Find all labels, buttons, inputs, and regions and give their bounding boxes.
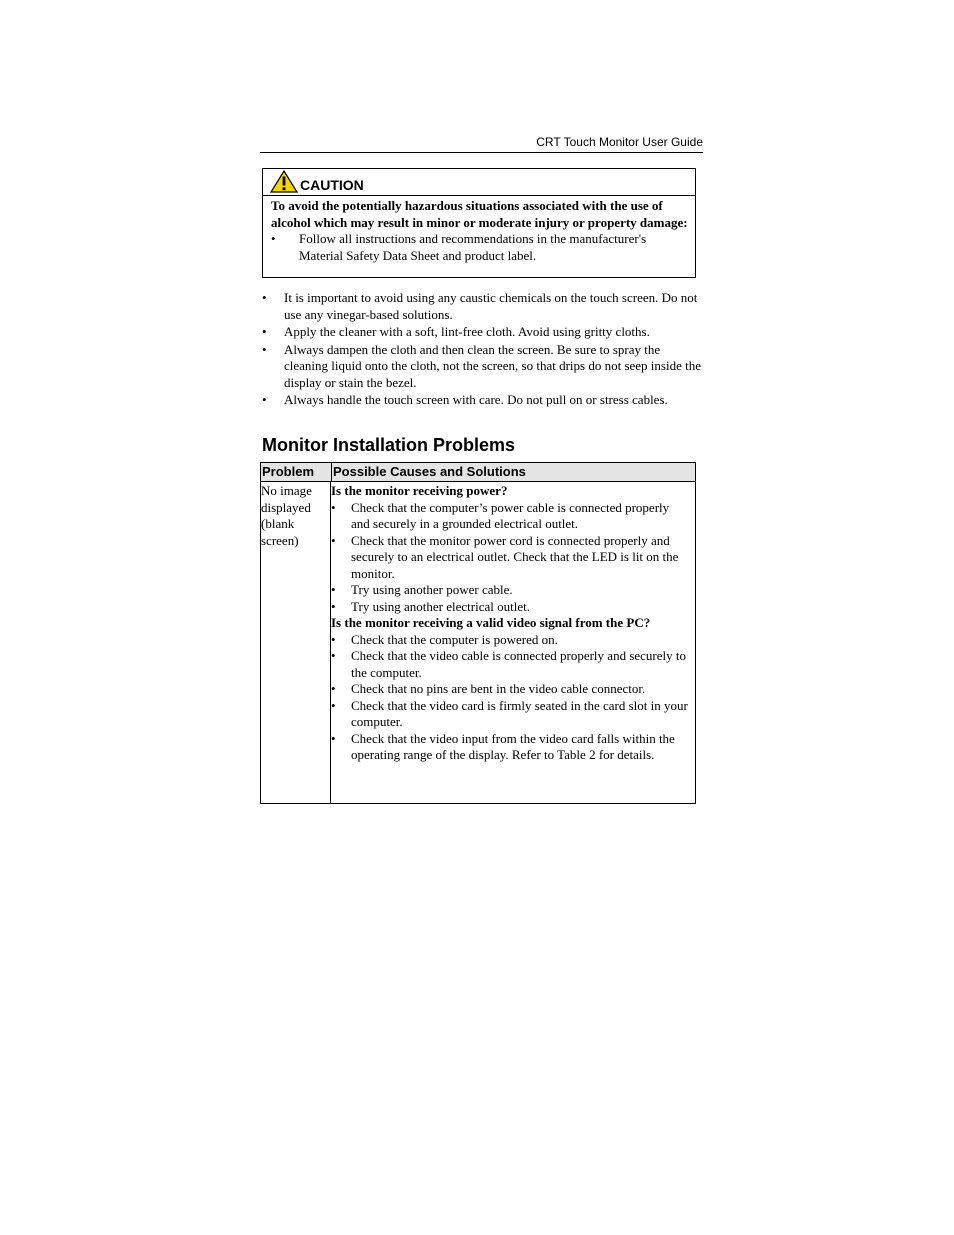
table-row [261, 482, 695, 803]
cleaning-tips-list [262, 290, 702, 410]
solution-item: • Try using another power cable. [331, 582, 695, 599]
caution-bullet: • Follow all instructions and recommendations in the manufacturer's Material Safety Data Sheet and product label. [271, 231, 689, 264]
solution-item: • Check that the computer’s power cable is connected properly and securely in a grounded electrical outlet. [331, 500, 695, 533]
question-heading: Is the monitor receiving a valid video signal from the PC? [331, 615, 651, 630]
list-item: • Always handle the touch screen with care. Do not pull on or stress cables. [262, 392, 702, 409]
problem-cell: No image displayed (blank screen) [261, 482, 331, 803]
solution-item: • Check that no pins are bent in the video cable connector. [331, 681, 695, 698]
caution-title: CAUTION [300, 177, 364, 193]
list-item: • Always dampen the cloth and then clean the screen. Be sure to spray the cleaning liquid onto the cloth, not the screen, so that drips do not seep inside the display or stain the bezel. [262, 342, 702, 392]
solution-item: • Check that the computer is powered on. [331, 632, 695, 649]
list-item: • Apply the cleaner with a soft, lint-free cloth. Avoid using gritty cloths. [262, 324, 702, 341]
solution-item: • Try using another electrical outlet. [331, 599, 695, 616]
solution-item: • Check that the video input from the video card falls within the operating range of the display. Refer to Table 2 for details. [331, 731, 695, 764]
solution-item: • Check that the monitor power cord is connected properly and securely to an electrical outlet. Check that the LED is lit on the monitor. [331, 533, 695, 583]
caution-warning: To avoid the potentially hazardous situations associated with the use of alcohol which may result in minor or moderate injury or property damage: [271, 198, 688, 230]
solutions-cell [331, 482, 695, 803]
solution-item: • Check that the video cable is connected properly and securely to the computer. [331, 648, 695, 681]
table-header-solutions: Possible Causes and Solutions [333, 464, 526, 479]
list-item: • It is important to avoid using any caustic chemicals on the touch screen. Do not use any vinegar-based solutions. [262, 290, 702, 323]
problems-table [260, 462, 696, 804]
caution-body [263, 196, 695, 264]
question-heading: Is the monitor receiving power? [331, 483, 508, 498]
section-title: Monitor Installation Problems [262, 435, 516, 455]
caution-box [262, 168, 696, 278]
page-header: CRT Touch Monitor User Guide [260, 135, 703, 153]
solution-item: • Check that the video card is firmly seated in the card slot in your computer. [331, 698, 695, 731]
caution-header [263, 169, 695, 196]
table-header-row [261, 463, 695, 482]
warning-icon [270, 170, 298, 193]
table-header-problem: Problem [261, 463, 332, 481]
